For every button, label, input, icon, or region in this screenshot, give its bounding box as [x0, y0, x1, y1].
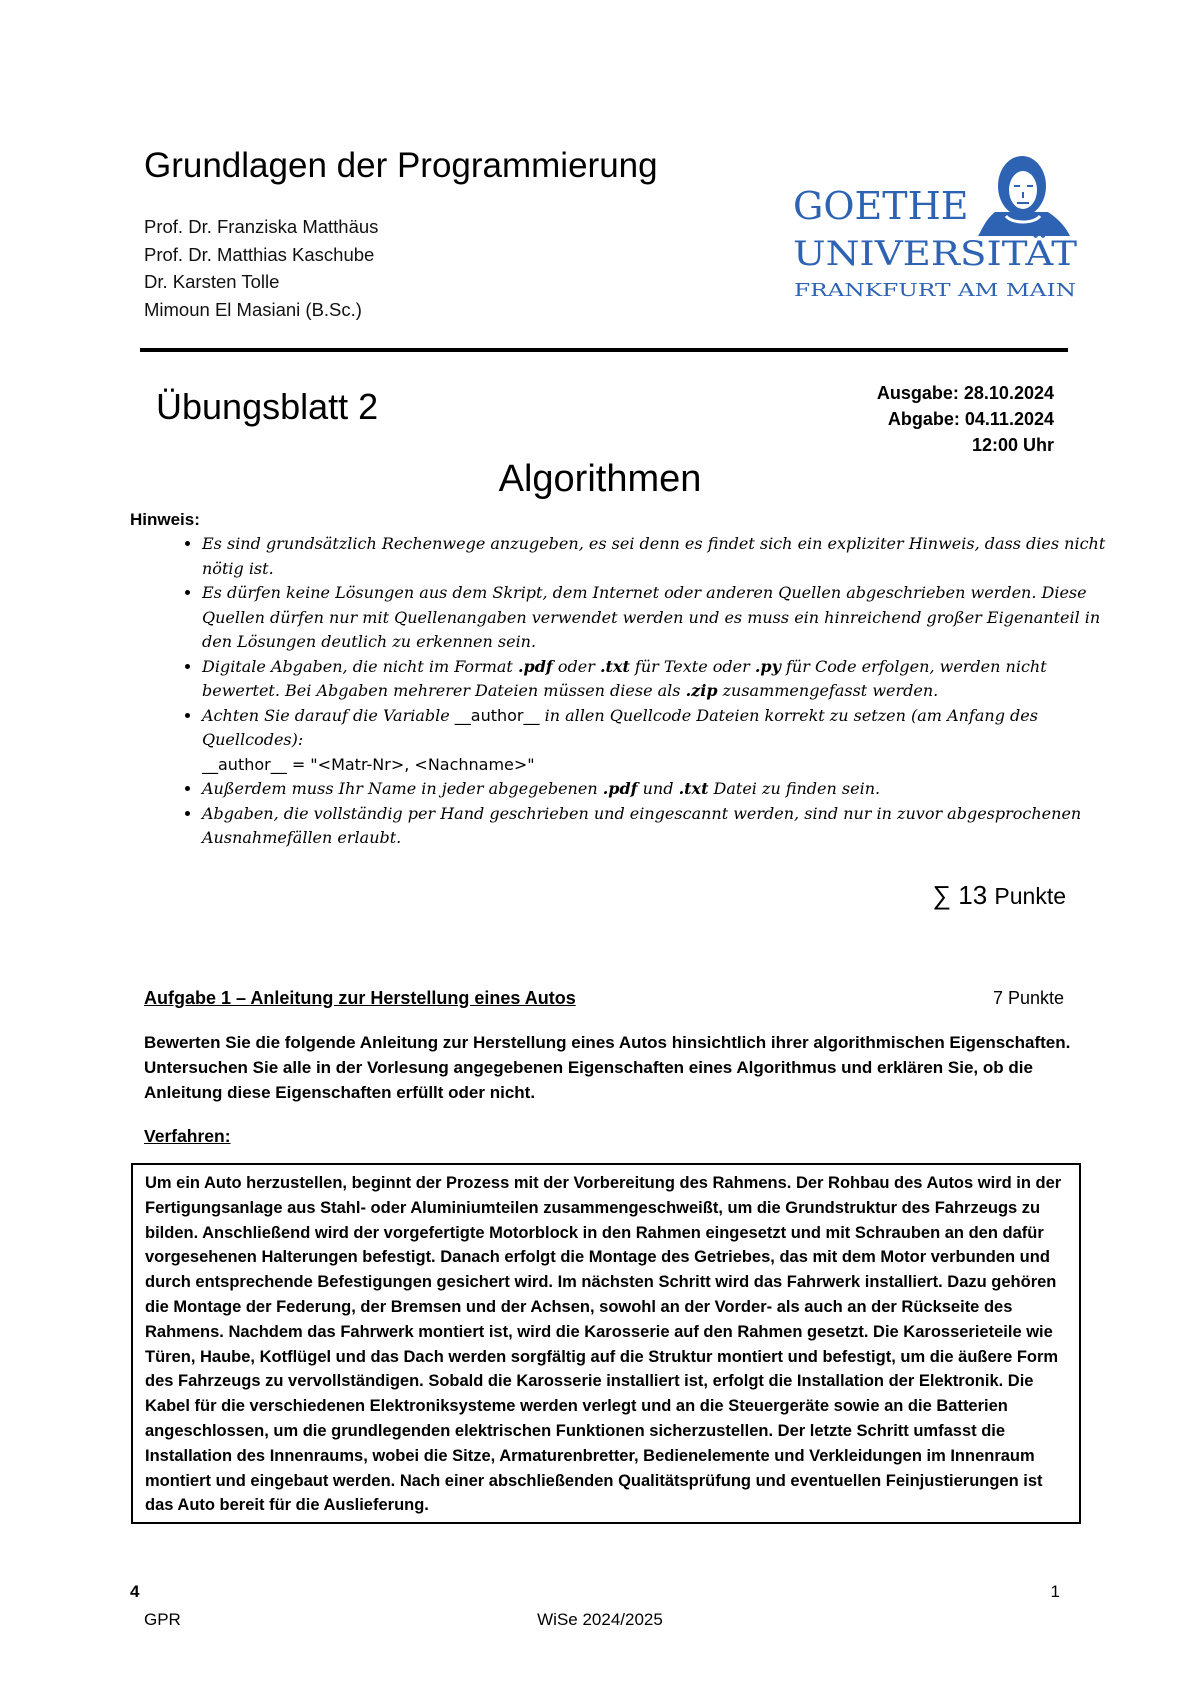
hint-item: • Es dürfen keine Lösungen aus dem Skript, dem Internet oder anderen Quellen abgeschrieben werden. Diese Quellen dürfen nur mit Quellenangaben verwendet werden und es muss ein hinreichend großer Eigenanteil in den Lösungen deutlich zu erkennen sein. — [202, 581, 1112, 655]
hint-label: Hinweis: — [130, 510, 200, 529]
due-date: Abgabe: 04.11.2024 — [887, 409, 1054, 429]
sum-icon: ∑ — [932, 880, 951, 910]
logo-line-1: GOETHE — [793, 184, 969, 228]
staff-member: Prof. Dr. Franziska Matthäus — [144, 216, 379, 237]
procedure-label: Verfahren: — [144, 1126, 231, 1146]
total-value: 13 — [958, 880, 988, 910]
hint-list — [162, 532, 1112, 851]
page-marker-left: 4 — [130, 1582, 140, 1601]
sheet-title: Übungsblatt 2 — [156, 386, 379, 427]
hint-item: • Außerdem muss Ihr Name in jeder abgegebenen .pdf und .txt Datei zu finden sein. — [202, 777, 1112, 802]
footer-course: GPR — [144, 1610, 181, 1629]
staff-member: Mimoun El Masiani (B.Sc.) — [144, 298, 362, 320]
hint-item: • Achten Sie darauf die Variable __author__ in allen Quellcode Dateien korrekt zu setzen (am Anfang des Quellcodes): __author__ = "<Matr-Nr>, <Nachname>" — [202, 704, 1112, 778]
task-title: Aufgabe 1 – Anleitung zur Herstellung eines Autos — [144, 988, 576, 1008]
header-divider — [140, 348, 1068, 352]
sheet-topic: Algorithmen — [498, 458, 702, 500]
footer-semester: WiSe 2024/2025 — [537, 1610, 663, 1629]
author-code: __author__ = "<Matr-Nr>, <Nachname>" — [202, 754, 535, 774]
task-description: Bewerten Sie die folgende Anleitung zur Herstellung eines Autos hinsichtlich ihrer algorithmischen Eigenschaften. Untersuchen Sie alle in der Vorlesung angegebenen Eigenschaften eines Algorithmus und erklären Sie, ob die Anleitung diese Eigenschaften erfüllt oder nicht. — [144, 1033, 1071, 1102]
logo-line-2: UNIVERSITÄT — [793, 234, 1078, 274]
goethe-portrait-icon — [978, 156, 1070, 236]
total-points — [932, 880, 1066, 911]
staff-member: Dr. Karsten Tolle — [144, 271, 280, 292]
page-number: 1 — [1050, 1582, 1060, 1601]
procedure-box: Um ein Auto herzustellen, beginnt der Prozess mit der Vorbereitung des Rahmens. Der Rohbau des Autos wird in der Fertigungsanlage aus Stahl- oder Aluminiumteilen zusammengeschweißt, um die Grundstruktur des Fahrzeugs zu bilden. Anschließend wird der vorgefertigte Motorblock in den Rahmen eingesetzt und mit Schrauben an den dafür vorgesehenen Halterungen befestigt. Danach erfolgt die Montage des Getriebes, das mit dem Motor verbunden und durch entsprechende Befestigungen gesichert wird. Im nächsten Schritt wird das Fahrwerk installiert. Dazu gehören die Montage der Federung, der Bremsen und der Achsen, sowohl an der Vorder- als auch an der Rückseite des Rahmens. Nachdem das Fahrwerk montiert ist, wird die Karosserie auf den Rahmen gesetzt. Die Karosserieteile wie Türen, Haube, Kotflügel und das Dach werden sorgfältig auf die Struktur montiert und befestigt, um die äußere Form des Fahrzeugs zu vervollständigen. Sobald die Karosserie installiert ist, erfolgt die Installation der Elektronik. Die Kabel für die verschiedenen Elektroniksysteme werden verlegt und an die Steuergeräte sowie an die Batterien angeschlossen, um die grundlegenden elektrischen Funktionen sicherzustellen. Der letzte Schritt umfasst die Installation des Innenraums, wobei die Sitze, Armaturenbretter, Bedienelemente und Verkleidungen im Innenraum montiert und eingebaut werden. Nach einer abschließenden Qualitätsprüfung und eventuellen Feinjustierungen ist das Auto bereit für die Auslieferung. — [131, 1163, 1081, 1524]
course-title: Grundlagen der Programmierung — [144, 146, 658, 185]
staff-list — [144, 213, 378, 323]
issue-date: Ausgabe: 28.10.2024 — [876, 383, 1054, 403]
total-unit: Punkte — [994, 883, 1066, 909]
hint-item: • Digitale Abgaben, die nicht im Format .pdf oder .txt für Texte oder .py für Code erfolgen, werden nicht bewertet. Bei Abgaben mehrerer Dateien müssen diese als .zip zusammengefasst werden. — [202, 655, 1112, 704]
staff-member: Prof. Dr. Matthias Kaschube — [144, 243, 375, 265]
university-logo — [790, 150, 1080, 310]
dates-block — [877, 380, 1054, 458]
task-points: 7 Punkte — [992, 988, 1064, 1008]
hint-item: • Abgaben, die vollständig per Hand geschrieben und eingescannt werden, sind nur in zuvor abgesprochenen Ausnahmefällen erlaubt. — [202, 802, 1112, 851]
logo-line-3: FRANKFURT AM MAIN — [794, 280, 1076, 301]
hint-item: • Es sind grundsätzlich Rechenwege anzugeben, es sei denn es findet sich ein expliziter Hinweis, dass dies nicht nötig ist. — [202, 532, 1112, 581]
author-variable: __author__ — [454, 705, 540, 725]
due-time: 12:00 Uhr — [971, 435, 1054, 455]
